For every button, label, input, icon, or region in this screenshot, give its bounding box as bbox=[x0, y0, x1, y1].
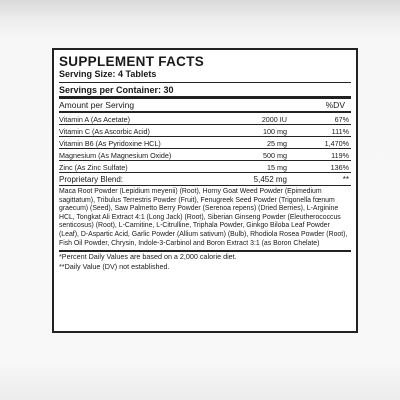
nutrient-name: Zinc (As Zinc Sulfate) bbox=[59, 162, 128, 172]
nutrient-row bbox=[59, 125, 351, 137]
nutrient-row bbox=[59, 137, 351, 149]
footnote-dv-not-established: **Daily Value (DV) not established. bbox=[59, 261, 170, 271]
ingredients-list: Maca Root Powder (Lepidium meyenii) (Root), Horny Goat Weed Powder (Epimedium sagittatum), Tribulus Terrestris Powder (Fruit), Fenugreek Seed Powder (Trigonella fœnum graecum) (Seed), Saw Palmetto Berry Powder (Serenoa repens) (Dried Berries), L-Arginine HCL, Tongkat Ali Extract 4:1 (Long Jack) (Root), Siberian Ginseng Powder (Eleutherococcus senticosus) (Root), L-Carnitine, L-Citrulline, Triphala Powder, Ginkgo Biloba Leaf Powder (Leaf), D-Aspartic Acid, Garlic Powder (Allium sativum) (Bulb), Rhodiola Rosea Powder (Root), Fish Oil Powder, Chrysin, Indole-3-Carbinol and Boron Extract 3:1 (as Boron Chelate) bbox=[59, 186, 351, 252]
serving-size: Serving Size: 4 Tablets bbox=[59, 69, 351, 83]
nutrient-amount: 500 mg bbox=[263, 150, 287, 160]
nutrient-rows bbox=[59, 111, 351, 186]
proprietary-blend-amount: 5,452 mg bbox=[253, 175, 287, 184]
nutrient-amount: 25 mg bbox=[267, 138, 287, 148]
nutrient-row bbox=[59, 161, 351, 173]
panel-title: SUPPLEMENT FACTS bbox=[59, 54, 205, 69]
supplement-facts-panel bbox=[52, 48, 358, 333]
footnote-daily-values: *Percent Daily Values are based on a 2,000 calorie diet. bbox=[59, 252, 237, 262]
nutrient-dv: 119% bbox=[331, 150, 349, 160]
dv-header: %DV bbox=[325, 100, 345, 110]
servings-per-container: Servings per Container: 30 bbox=[59, 85, 174, 95]
nutrient-name: Magnesium (As Magnesium Oxide) bbox=[59, 150, 172, 160]
amount-header-row bbox=[59, 96, 351, 111]
proprietary-blend-dv: ** bbox=[342, 175, 349, 184]
nutrient-name: Vitamin B6 (As Pyridoxine HCL) bbox=[59, 138, 161, 148]
nutrient-row bbox=[59, 149, 351, 161]
proprietary-blend-row bbox=[59, 173, 351, 186]
nutrient-row bbox=[59, 113, 351, 125]
nutrient-dv: 1,470% bbox=[324, 138, 349, 148]
nutrient-name: Vitamin A (As Acetate) bbox=[59, 114, 130, 124]
nutrient-amount: 100 mg bbox=[263, 126, 287, 136]
nutrient-amount: 15 mg bbox=[267, 162, 287, 172]
amount-header: Amount per Serving bbox=[59, 100, 135, 110]
proprietary-blend-name: Proprietary Blend: bbox=[59, 175, 124, 184]
nutrient-name: Vitamin C (As Ascorbic Acid) bbox=[59, 126, 150, 136]
nutrient-amount: 2000 IU bbox=[261, 114, 287, 124]
nutrient-dv: 67% bbox=[334, 114, 349, 124]
nutrient-dv: 111% bbox=[331, 126, 349, 136]
nutrient-dv: 136% bbox=[330, 162, 349, 172]
